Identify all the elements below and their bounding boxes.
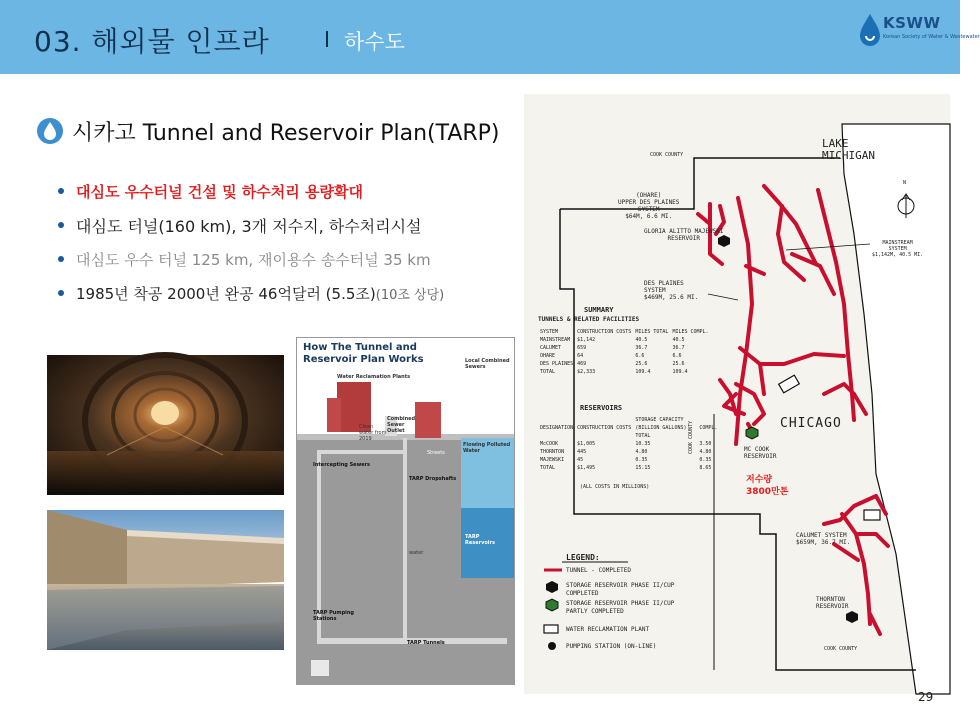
kssw-logo <box>858 10 980 50</box>
table-cell: 0.35 <box>635 457 648 463</box>
bullet-dot-icon <box>58 290 64 296</box>
infographic-title <box>303 342 424 366</box>
summary-title: SUMMARY <box>584 306 614 314</box>
table-header-row <box>538 416 719 440</box>
table-cell: 445 <box>577 449 587 455</box>
legend-item-tunnel: TUNNEL - COMPLETED <box>566 567 632 574</box>
table-header: DESIGNATION <box>540 425 574 431</box>
table-cell: THORNTON <box>540 449 565 455</box>
logo-text: KSWW <box>883 14 941 32</box>
table-cell: 15.15 <box>635 465 651 471</box>
table-cell: DES PLAINES <box>540 361 574 367</box>
table-header: MILES TOTAL <box>635 329 669 335</box>
table-cell: $1,005 <box>577 441 596 447</box>
bullet-item <box>56 276 526 310</box>
table-cell: 4.80 <box>699 449 712 455</box>
logo-tagline: Korean Society of Water & Wastewater <box>883 34 980 40</box>
legend-item-reservoir-partial: STORAGE RESERVOIR PHASE II/CUP PARTLY COMPLETED <box>566 600 675 615</box>
cook-county-bottom-label: COOK COUNTY <box>824 646 858 652</box>
table-row <box>538 344 711 352</box>
bullet-list <box>56 174 526 310</box>
bullet-note: (10조 상당) <box>375 287 445 303</box>
page-title: 03. 해외물 인프라 <box>34 25 270 58</box>
title-divider <box>326 31 328 47</box>
summary-subtitle: TUNNELS & RELATED FACILITIES <box>538 316 640 323</box>
table-cell: TOTAL <box>540 369 556 375</box>
page-number: 29 <box>918 690 934 704</box>
table-header: COMPL. <box>699 425 718 431</box>
lake-label-line: MICHIGAN <box>822 149 875 162</box>
table-cell: 25.6 <box>635 361 648 367</box>
logo-drop-icon <box>858 12 882 48</box>
table-cell: MAJEWSKI <box>540 457 565 463</box>
table-header: CONSTRUCTION COSTS <box>577 329 632 335</box>
table-cell: 4.80 <box>635 449 648 455</box>
mccook-volume-label <box>746 474 788 498</box>
bullet-main-text: 1985년 착공 2000년 완공 46억달러 (5.5조) <box>76 284 376 303</box>
streets-label: Streets <box>427 450 445 456</box>
volume-line: 저수량 <box>746 475 773 485</box>
bullet-dot-icon <box>58 188 64 194</box>
page-subtitle: 하수도 <box>344 30 405 54</box>
legend-item-pumping: PUMPING STATION (ON-LINE) <box>566 643 657 650</box>
north-label: N <box>903 180 907 186</box>
reservoir-table <box>538 416 719 472</box>
infographic-title-line: How The Tunnel and <box>303 342 417 353</box>
tarp-infographic <box>296 337 515 685</box>
bullet-text: 대심도 우수터널 건설 및 하수처리 용량확대 <box>76 182 363 201</box>
desplaines-system-label: DES PLAINES SYSTEM $469M, 25.6 MI. <box>644 280 699 301</box>
table-cell: $1,142 <box>577 337 596 343</box>
bullet-item <box>56 208 526 242</box>
summary-table <box>538 328 711 376</box>
header-bar <box>0 0 980 74</box>
table-cell: 0.35 <box>699 457 712 463</box>
table-row <box>538 456 719 464</box>
table-cell: 109.4 <box>635 369 651 375</box>
mccook-reservoir-label: MC COOK RESERVOIR <box>744 446 777 460</box>
cook-county-side-label: COOK COUNTY <box>688 420 694 454</box>
table-row <box>538 336 711 344</box>
table-cell: McCOOK <box>540 441 559 447</box>
table-cell: 109.4 <box>672 369 688 375</box>
tunnels-label: TARP Tunnels <box>407 640 445 646</box>
cook-county-top-label: COOK COUNTY <box>650 152 684 158</box>
ohare-system-label: (OHARE) UPPER DES PLAINES SYSTEM $64M, 6.6 MI. <box>618 192 680 220</box>
infographic-title-line: Reservoir Plan Works <box>303 354 424 365</box>
legend-item-reservoir-completed: STORAGE RESERVOIR PHASE II/CUP COMPLETED <box>566 582 675 597</box>
table-cell: 36.7 <box>635 345 648 351</box>
table-cell: $2,333 <box>577 369 596 375</box>
bullet-dot-icon <box>58 222 64 228</box>
table-cell: 6.6 <box>635 353 645 359</box>
bullet-item <box>56 242 526 276</box>
legend-item-plant: WATER RECLAMATION PLANT <box>566 626 650 633</box>
majewski-reservoir-label: GLORIA ALITTO MAJEWSKI RESERVOIR <box>644 228 724 242</box>
table-header: MILES COMPL. <box>672 329 709 335</box>
bullet-text: 대심도 터널(160 km), 3개 저수지, 하수처리시설 <box>76 216 422 236</box>
table-row <box>538 352 711 360</box>
mainstream-system-label: MAINSTREAM SYSTEM $1,142M, 40.5 MI. <box>872 240 924 258</box>
water-label: water <box>409 550 424 556</box>
table-cell: 64 <box>577 353 584 359</box>
local-sewers-label: Local Combined Sewers <box>465 358 510 370</box>
table-row <box>538 360 711 368</box>
section-title: 시카고 Tunnel and Reservoir Plan(TARP) <box>72 121 500 146</box>
calumet-system-label: CALUMET SYSTEM $659M, 36.7 MI. <box>796 532 851 546</box>
flowing-polluted-label: Flowing Polluted Water <box>463 442 511 454</box>
table-cell: 45 <box>577 457 584 463</box>
volume-line: 3800만톤 <box>746 487 789 497</box>
lake-label-line: LAKE <box>822 137 849 150</box>
tarp-map <box>524 94 950 694</box>
pumping-stations-label: TARP Pumping Stations <box>313 610 355 622</box>
table-row <box>538 448 719 456</box>
reservoir-photo <box>47 510 284 650</box>
reservoirs-title: RESERVOIRS <box>580 404 623 412</box>
table-cell: 40.5 <box>672 337 685 343</box>
water-reclamation-label: Water Reclamation Plants <box>337 374 411 380</box>
lake-michigan-label <box>822 138 875 162</box>
table-row <box>538 464 719 472</box>
table-header-row <box>538 328 711 336</box>
table-cell: 659 <box>577 345 587 351</box>
chicago-label: CHICAGO <box>780 416 842 431</box>
table-cell: TOTAL <box>540 465 556 471</box>
table-cell: 8.65 <box>699 465 712 471</box>
bullet-item <box>56 174 526 208</box>
table-row <box>538 440 719 448</box>
tunnel-photo <box>47 355 284 495</box>
table-cell: 3.50 <box>699 441 712 447</box>
clean-water-label: Clean water from 2019 <box>359 424 387 442</box>
water-drop-icon <box>36 116 64 146</box>
costs-note: (ALL COSTS IN MILLIONS) <box>580 484 650 490</box>
bullet-text: 대심도 우수 터널 125 km, 재이용수 송수터널 35 km <box>76 250 431 269</box>
bullet-text <box>76 283 444 304</box>
bullet-dot-icon <box>58 256 64 262</box>
legend-title: LEGEND: <box>566 553 600 562</box>
table-row <box>538 368 711 376</box>
table-cell: 10.35 <box>635 441 651 447</box>
combined-sewer-outlet-label: Combined Sewer Outlet <box>387 416 416 434</box>
table-cell: $1,495 <box>577 465 596 471</box>
table-cell: 25.6 <box>672 361 685 367</box>
table-cell: MAINSTREAM <box>540 337 571 343</box>
table-cell: CALUMET <box>540 345 562 351</box>
table-cell: 36.7 <box>672 345 685 351</box>
table-cell: 469 <box>577 361 587 367</box>
table-cell: 40.5 <box>635 337 648 343</box>
table-header: STORAGE CAPACITY (BILLION GALLONS) TOTAL <box>635 417 687 439</box>
dropshafts-label: TARP Dropshafts <box>409 476 457 482</box>
thornton-reservoir-label: THORNTON RESERVOIR <box>816 596 849 610</box>
table-header: SYSTEM <box>540 329 559 335</box>
reservoirs-label: TARP Reservoirs <box>465 534 495 546</box>
table-header: CONSTRUCTION COSTS <box>577 425 632 431</box>
intercepting-sewers-label: Intercepting Sewers <box>313 462 371 468</box>
table-cell: 6.6 <box>672 353 682 359</box>
table-cell: OHARE <box>540 353 556 359</box>
